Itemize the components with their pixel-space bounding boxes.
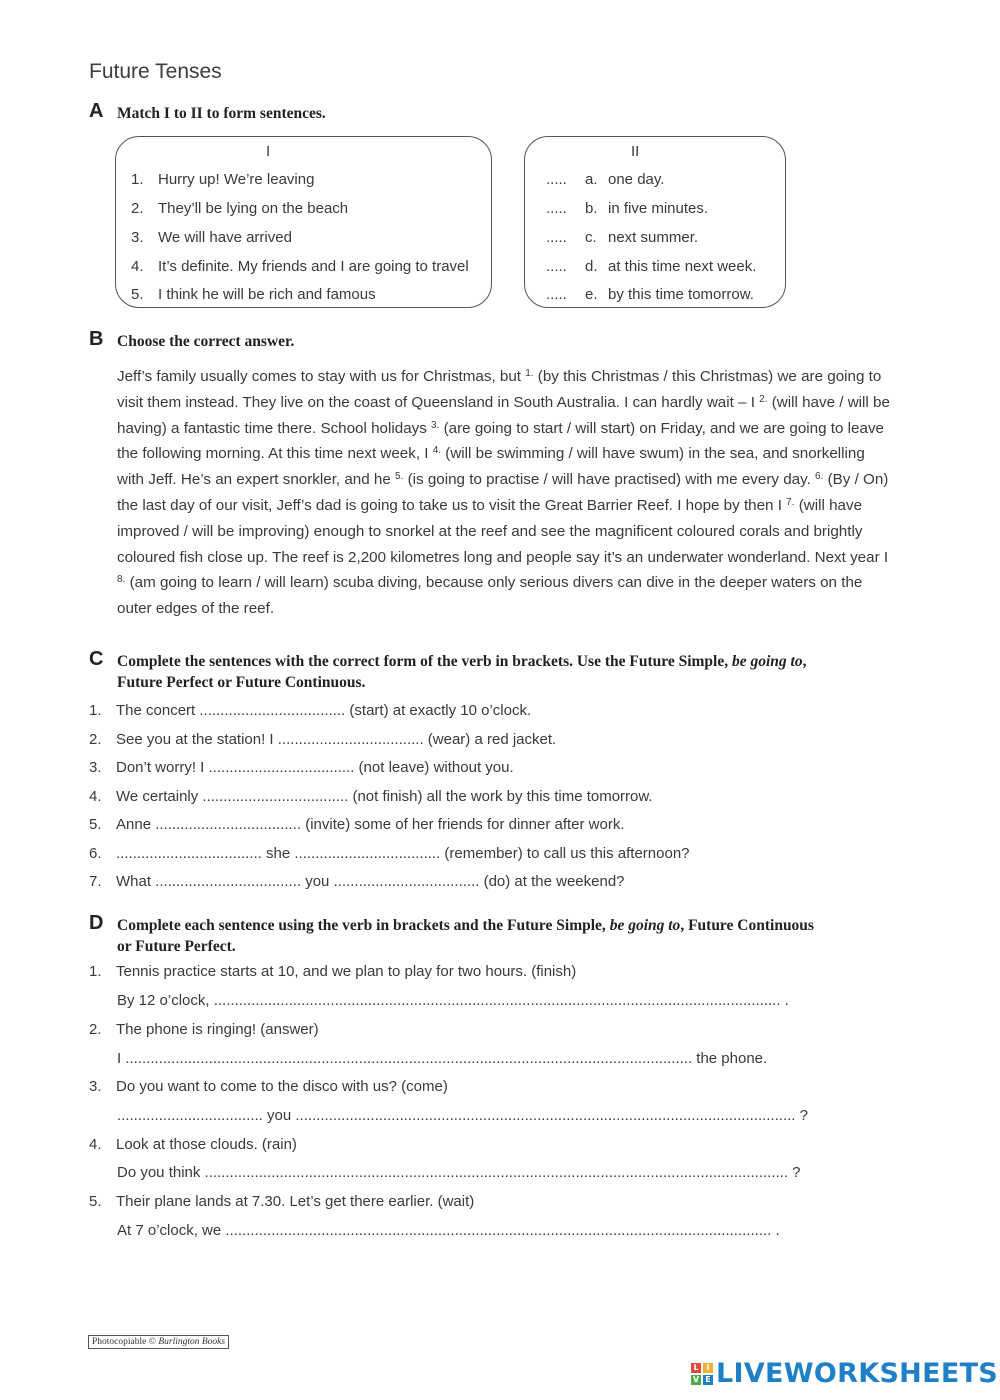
list-item: 2. The phone is ringing! (answer) xyxy=(89,1021,319,1038)
list-item[interactable]: 6. ................................... she ................................... (remember) to call us this afternoon? xyxy=(89,845,690,862)
choice-8: (am going to learn / will learn) scuba diving, because only serious divers can dive in the deeper waters on the outer edges of the reef. xyxy=(117,574,863,618)
list-item: 3. Do you want to come to the disco with us? (come) xyxy=(89,1078,448,1095)
column-i-item: 3. We will have arrived xyxy=(131,229,292,246)
list-item: 4. Look at those clouds. (rain) xyxy=(89,1136,297,1153)
column-ii-item: ..... b. in five minutes. xyxy=(546,200,709,217)
gap-number: 4. xyxy=(432,445,442,457)
column-ii-box xyxy=(524,136,786,308)
gap-number: 2. xyxy=(759,393,768,405)
list-item[interactable]: 5. Anne ................................... (invite) some of her friends for dinner after work. xyxy=(89,816,625,833)
match-blank[interactable]: ..... xyxy=(546,171,567,188)
section-a-heading: Match I to II to form sentences. xyxy=(117,105,326,122)
gap-number: 8. xyxy=(117,574,126,586)
section-d-letter: D xyxy=(89,912,104,934)
choice-2: (will have / will be having) a fantastic time there. School holidays xyxy=(117,393,890,437)
choice-7: (will have improved / will be improving) enough to snorkel at the reef and see the magnificent coloured corals and brightly coloured fish close up. The reef is 2,200 kilometres long and people say it’s an underwater wonderland. Next year I xyxy=(117,496,889,566)
section-b-letter: B xyxy=(89,328,104,350)
gap-number: 1. xyxy=(525,368,534,379)
page-title: Future Tenses xyxy=(89,60,222,83)
list-item: 5. Their plane lands at 7.30. Let’s get there earlier. (wait) xyxy=(89,1193,475,1210)
choice-4: (will be swimming / will have swum) in the sea, and snorkelling with Jeff. He’s an expert snorkler, and he xyxy=(117,445,865,489)
column-i-header: I xyxy=(266,143,271,160)
list-item[interactable]: 1. The concert ................................... (start) at exactly 10 o’clock. xyxy=(89,702,532,719)
gap-number: 5. xyxy=(395,471,404,483)
answer-line[interactable]: I ........................................................................................................................................ the phone. xyxy=(117,1050,768,1067)
column-i-item: 2. They’ll be lying on the beach xyxy=(131,200,349,217)
gap-number: 6. xyxy=(815,471,824,483)
column-i-item: 1. Hurry up! We’re leaving xyxy=(131,171,315,188)
logo-grid-icon: L I V E xyxy=(691,1363,713,1385)
copyright-footer: Photocopiable © Burlington Books xyxy=(88,1335,229,1349)
match-blank[interactable]: ..... xyxy=(546,286,567,303)
column-ii-header: II xyxy=(631,143,640,160)
column-ii-item: ..... e. by this time tomorrow. xyxy=(546,286,754,303)
liveworksheets-logo[interactable] xyxy=(691,1358,998,1389)
list-item: 1. Tennis practice starts at 10, and we plan to play for two hours. (finish) xyxy=(89,963,577,980)
section-b-heading: Choose the correct answer. xyxy=(117,333,295,350)
logo-text: LIVEWORKSHEETS xyxy=(716,1358,999,1389)
choice-5: (is going to practise / will have practised) with me every day. xyxy=(403,471,816,489)
match-blank[interactable]: ..... xyxy=(546,229,567,246)
gap-number: 3. xyxy=(431,419,440,431)
answer-line[interactable]: By 12 o’clock, ........................................................................................................................................ . xyxy=(117,992,789,1009)
match-blank[interactable]: ..... xyxy=(546,258,567,275)
column-i-item: 4. It’s definite. My friends and I are going to travel xyxy=(131,258,469,275)
column-ii-item: ..... a. one day. xyxy=(546,171,665,188)
section-a-letter: A xyxy=(89,100,104,122)
choice-6: (By / On) the last day of our visit, Jeff’s dad is going to take us to visit the Great Barrier Reef. I hope by then I xyxy=(117,471,889,514)
section-b-paragraph: Jeff’s family usually comes to stay with us for Christmas, but $^{1.}$ (by this Christmas / this Christmas) we are going to visit them instead. They live on the coast of Queensland in South Australia. I can hardly wait – I $^{2.}$ (will have / will be having) a fantastic time there. School holidays $^{3.}$ (are going to start / will start) on Friday, and we are going to leave the following morning. At this time next week, I $^{4.}$ (will be swimming / will have swum) in the sea, and snorkelling with Jeff. He’s an expert snorkler, and he $^{5.}$ (is going to practise / will have practised) with me every day. $^{6.}$ (By / On) the last day of our visit, Jeff’s dad is going to take us to visit the Great Barrier Reef. I hope by then I $^{7.}$ (will have improved / will be improving) enough to snorkel at the reef and see the magnificent coloured corals and brightly coloured fish close up. The reef is 2,200 kilometres long and people say it’s an underwater wonderland. Next year I $^{8.}$ (am going to learn / will learn) scuba diving, because only serious divers can dive in the deeper waters on the outer edges of the reef. xyxy=(117,368,890,618)
column-i-item: 5. I think he will be rich and famous xyxy=(131,286,376,303)
list-item[interactable]: 2. See you at the station! I ................................... (wear) a red jacket. xyxy=(89,731,557,748)
match-blank[interactable]: ..... xyxy=(546,200,567,217)
column-i-box xyxy=(115,136,492,308)
column-ii-item: ..... d. at this time next week. xyxy=(546,258,757,275)
section-c-letter: C xyxy=(89,648,104,670)
publisher-name: Burlington Books xyxy=(158,1337,226,1347)
answer-line[interactable]: At 7 o’clock, we ................................................................................................................................... . xyxy=(117,1222,780,1239)
list-item[interactable]: 3. Don’t worry! I ................................... (not leave) without you. xyxy=(89,759,514,776)
section-c-heading: Complete the sentences with the correct form of the verb in brackets. Use the Future Simple, be going to, Future Perfect or Future Continuous. xyxy=(117,653,807,691)
column-ii-item: ..... c. next summer. xyxy=(546,229,699,246)
answer-line[interactable]: Do you think ............................................................................................................................................ ? xyxy=(117,1164,801,1181)
list-item[interactable]: 7. What ................................... you ................................... (do) at the weekend? xyxy=(89,873,625,890)
choice-3: (are going to start / will start) on Friday, and we are going to leave the following morning. At this time next week, I xyxy=(117,419,884,463)
answer-line[interactable]: ................................... you ........................................................................................................................ ? xyxy=(117,1107,808,1124)
choice-1: (by this Christmas / this Christmas) we are going to visit them instead. They live on the coast of Queensland in South Australia. I can hardly wait – I xyxy=(117,368,882,411)
section-d-heading: Complete each sentence using the verb in brackets and the Future Simple, be going to, Future Continuous or Future Perfect. xyxy=(117,917,814,955)
gap-number: 7. xyxy=(786,496,795,508)
list-item[interactable]: 4. We certainly ................................... (not finish) all the work by this time tomorrow. xyxy=(89,788,653,805)
